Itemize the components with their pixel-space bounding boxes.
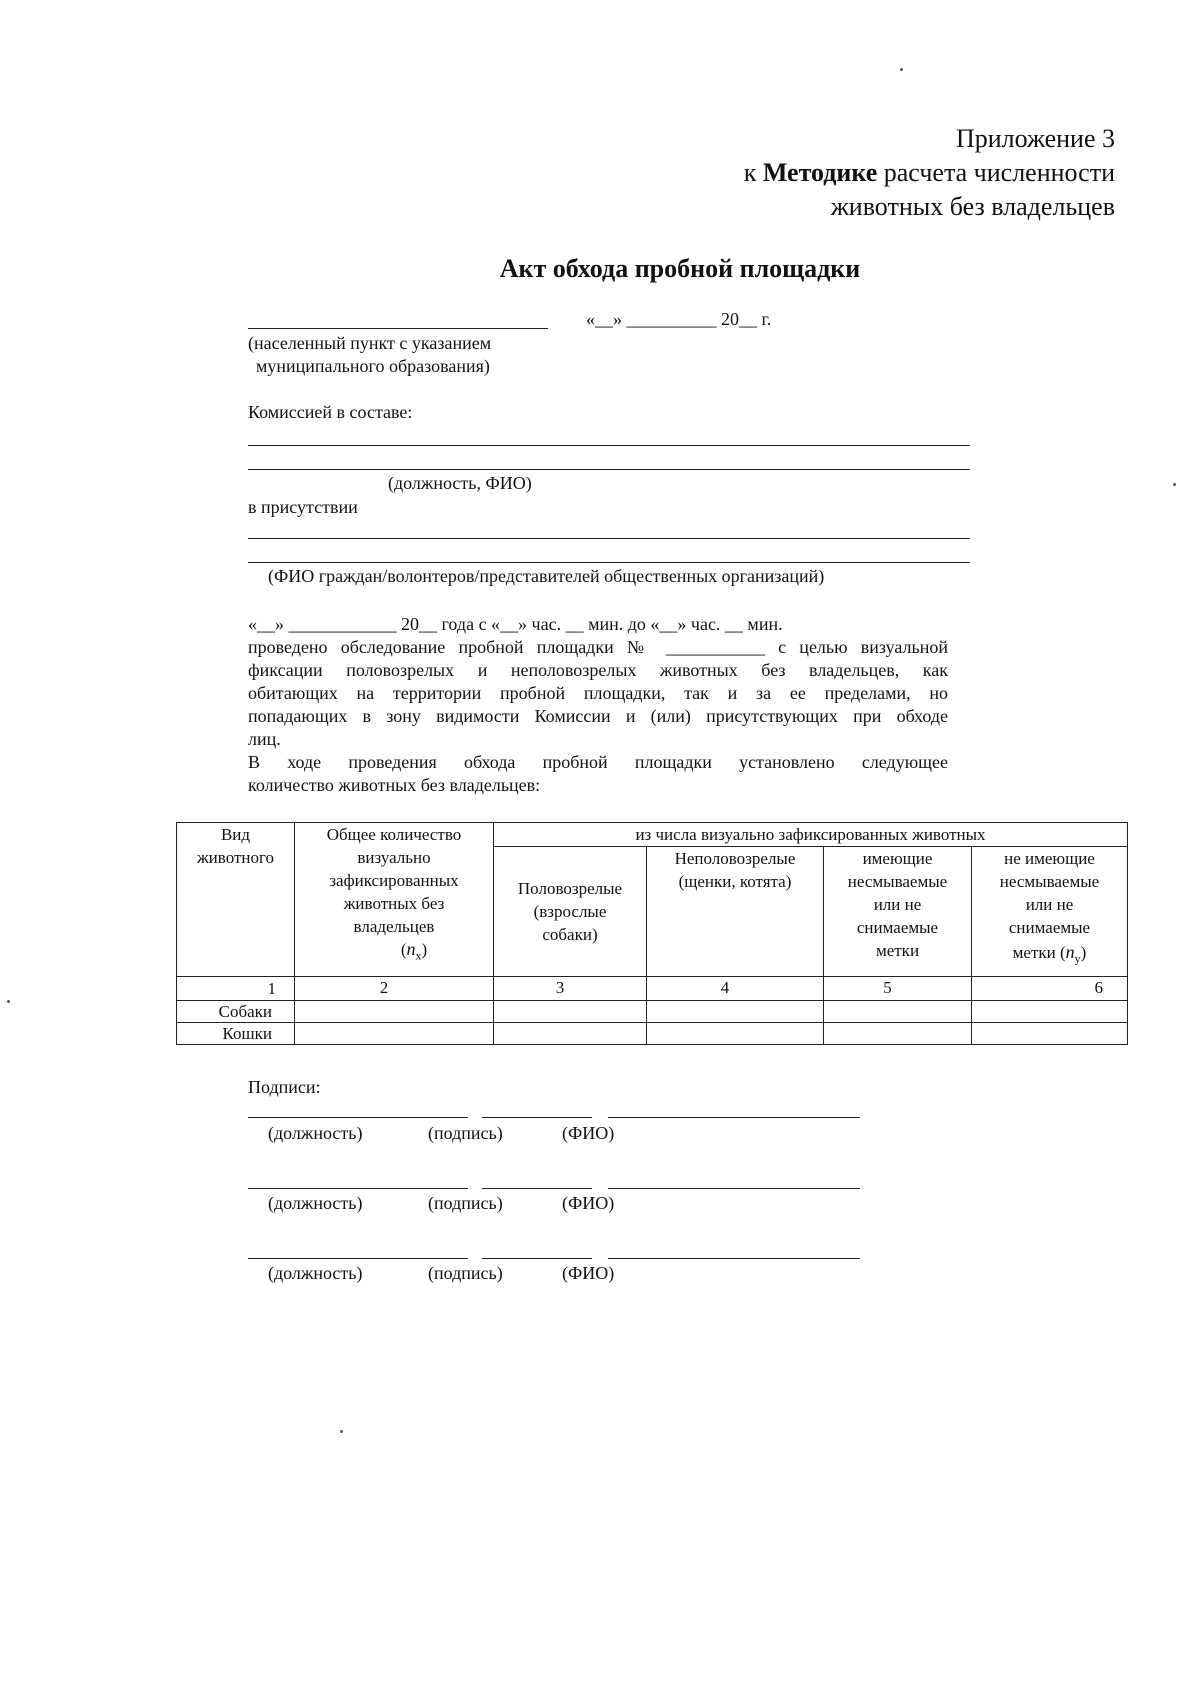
position-line xyxy=(248,1258,468,1259)
fio-line xyxy=(608,1258,860,1259)
header-mature: Половозрелые (взрослые собаки) xyxy=(494,847,647,977)
position-caption: (должность) xyxy=(268,1123,363,1143)
table-row xyxy=(177,1023,1128,1045)
header-group: из числа визуально зафиксированных животных xyxy=(494,823,1128,847)
presence-label: в присутствии xyxy=(248,497,358,517)
table-cell xyxy=(824,1023,972,1045)
fio-line xyxy=(608,1188,860,1189)
citizens-caption: (ФИО граждан/волонтеров/представителей общественных организаций) xyxy=(268,566,825,586)
animals-table xyxy=(176,822,1128,1045)
signatures-label: Подписи: xyxy=(248,1077,321,1097)
table-cell xyxy=(824,1001,972,1023)
col-number-5: 5 xyxy=(824,977,972,1001)
row-label-dogs: Собаки xyxy=(177,1001,295,1023)
table-cell xyxy=(295,1023,494,1045)
table-cell xyxy=(972,1023,1128,1045)
position-line xyxy=(248,1188,468,1189)
scan-speck xyxy=(900,68,903,71)
header-marked: имеющие несмываемые или не снимаемые метки xyxy=(824,847,972,977)
appendix-line-2: к Методике расчета численности xyxy=(743,158,1115,187)
body-line-8: количество животных без владельцев: xyxy=(248,775,541,795)
formula-ny: метки $(n_y)$ xyxy=(1012,942,1087,966)
table-row xyxy=(177,1001,1128,1023)
commission-line-2 xyxy=(248,469,970,470)
fio-caption: (ФИО) xyxy=(562,1123,615,1143)
presence-line-2 xyxy=(248,562,970,563)
formula-nx: $(n_x)$ xyxy=(400,939,428,963)
appendix-line-1: Приложение 3 xyxy=(955,124,1115,153)
place-caption-1: (населенный пункт с указанием xyxy=(248,333,492,353)
header-animal-type: Вид животного xyxy=(177,823,295,977)
signature-line xyxy=(482,1117,592,1118)
col-number-2: 2 xyxy=(295,977,494,1001)
position-line xyxy=(248,1117,468,1118)
header-immature: Неполовозрелые (щенки, котята) xyxy=(647,847,824,977)
position-caption: (должность, ФИО) xyxy=(388,473,532,493)
table-cell xyxy=(972,1001,1128,1023)
table-cell xyxy=(647,1001,824,1023)
scan-speck xyxy=(1173,483,1176,486)
fio-line xyxy=(608,1117,860,1118)
position-caption: (должность) xyxy=(268,1193,363,1213)
signature-caption: (подпись) xyxy=(428,1123,503,1143)
commission-label: Комиссией в составе: xyxy=(248,402,413,422)
date-line: «__» __________ 20__ г. xyxy=(586,309,772,329)
methodology-link-text: Методике xyxy=(762,158,878,187)
body-line-6: лиц. xyxy=(248,729,281,749)
col-number-3: 3 xyxy=(494,977,647,1001)
table-cell xyxy=(295,1001,494,1023)
fio-caption: (ФИО) xyxy=(562,1263,615,1283)
body-line-4: обитающих на территории пробной площадки, так и за ее пределами, но xyxy=(248,683,948,703)
signature-line xyxy=(482,1258,592,1259)
position-caption: (должность) xyxy=(268,1263,363,1283)
row-label-cats: Кошки xyxy=(177,1023,295,1045)
body-paragraph xyxy=(248,613,948,797)
body-line-5: попадающих в зону видимости Комиссии и (или) присутствующих при обходе xyxy=(248,706,948,726)
col-number-6: 6 xyxy=(972,977,1128,1001)
body-line-1: «__» ____________ 20__ года с «__» час. __ мин. до «__» час. __ мин. xyxy=(248,614,783,634)
table-cell xyxy=(647,1023,824,1045)
fio-caption: (ФИО) xyxy=(562,1193,615,1213)
table-cell xyxy=(494,1023,647,1045)
scan-speck xyxy=(7,1000,10,1003)
appendix-line-3: животных без владельцев xyxy=(830,192,1115,221)
body-line-3: фиксации половозрелых и неполовозрелых животных без владельцев, как xyxy=(248,660,948,680)
header-total-count: Общее количество визуально зафиксированных животных без владельцев $(n_x)$ xyxy=(295,823,494,977)
presence-line-1 xyxy=(248,538,970,539)
body-line-2: проведено обследование пробной площадки № ___________ с целью визуальной xyxy=(248,637,948,657)
scan-speck xyxy=(340,1430,343,1433)
table-cell xyxy=(494,1001,647,1023)
header-unmarked: не имеющие несмываемые или не снимаемые метки $(n_y)$ xyxy=(972,847,1128,977)
signature-caption: (подпись) xyxy=(428,1193,503,1213)
col-number-4: 4 xyxy=(647,977,824,1001)
place-blank-line xyxy=(248,328,548,329)
body-line-7: В ходе проведения обхода пробной площадки установлено следующее xyxy=(248,752,948,772)
signature-caption: (подпись) xyxy=(428,1263,503,1283)
signature-line xyxy=(482,1188,592,1189)
commission-line-1 xyxy=(248,445,970,446)
appendix-header xyxy=(744,122,1115,224)
document-title: Акт обхода пробной площадки xyxy=(499,254,861,283)
place-caption-2: муниципального образования) xyxy=(256,356,490,376)
col-number-1: 1 xyxy=(177,977,295,1001)
